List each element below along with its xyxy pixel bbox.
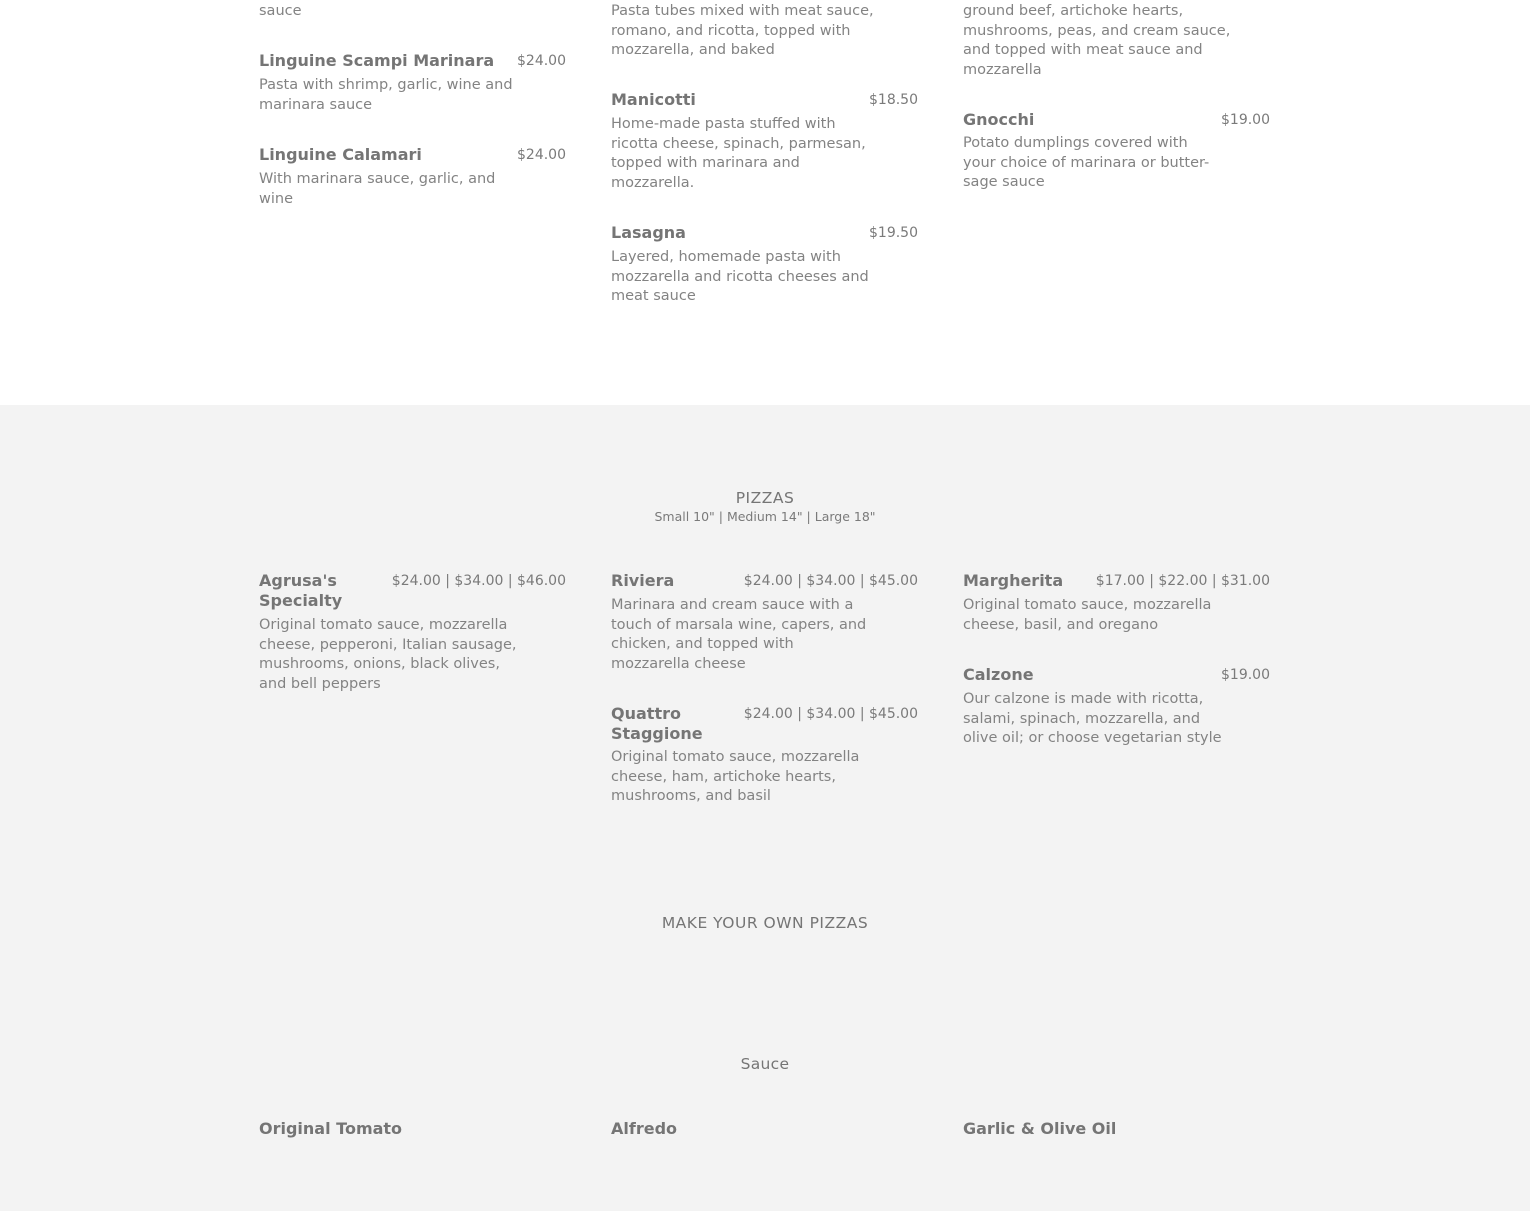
menu-item-description: Original tomato sauce, mozzarella cheese, ham, artichoke hearts, mushrooms, and basil xyxy=(611,749,860,804)
menu-item-name: Lasagna xyxy=(611,223,686,242)
menu-item-description: Potato dumplings covered with your choice of marinara or butter-sage sauce xyxy=(963,135,1210,190)
section-title-sauce: Sauce xyxy=(740,1055,790,1073)
menu-item-name: Margherita xyxy=(963,571,1064,590)
sauce-option: Alfredo xyxy=(611,1119,678,1138)
menu-item-description: ground beef, artichoke hearts, mushrooms, peas, and cream sauce, and topped with meat sauce and mozzarella xyxy=(963,3,1231,78)
menu-item-price: $17.00 | $22.00 | $31.00 xyxy=(1095,573,1270,589)
section-title-make-your-own: MAKE YOUR OWN PIZZAS xyxy=(661,914,869,932)
menu-item-description: Layered, homemade pasta with mozzarella and ricotta cheeses and meat sauce xyxy=(611,249,869,304)
section-subtitle-sizes: Small 10" | Medium 14" | Large 18" xyxy=(654,509,876,524)
section-title-pizzas: PIZZAS xyxy=(735,489,795,507)
menu-item-description: sauce xyxy=(259,3,302,19)
pizzas-section xyxy=(0,405,1530,1211)
sauce-option: Garlic & Olive Oil xyxy=(963,1119,1117,1138)
menu-item-name: Riviera xyxy=(611,571,675,590)
menu-item-price: $24.00 | $34.00 | $45.00 xyxy=(743,706,918,722)
menu-item-name: Linguine Calamari xyxy=(259,145,422,164)
menu-item-price: $18.50 xyxy=(869,92,918,108)
menu-item-price: $24.00 xyxy=(517,147,566,163)
menu-item-description: Pasta tubes mixed with meat sauce, romano, and ricotta, topped with mozzarella, and baked xyxy=(611,3,874,58)
menu-item-name: Manicotti xyxy=(611,90,696,109)
menu-item-description: With marinara sauce, garlic, and wine xyxy=(259,171,496,207)
menu-item-price: $19.50 xyxy=(869,225,918,241)
menu-item-name: Linguine Scampi Marinara xyxy=(259,51,495,70)
menu-item-name: Calzone xyxy=(963,665,1034,684)
pasta-section xyxy=(0,0,1530,405)
menu-item-description: Original tomato sauce, mozzarella cheese, pepperoni, Italian sausage, mushrooms, onions, black olives, and bell peppers xyxy=(259,617,517,692)
menu-item-price: $24.00 xyxy=(517,53,566,69)
menu-item-name: Gnocchi xyxy=(963,110,1035,129)
menu-item-price: $19.00 xyxy=(1221,112,1270,128)
menu-item-price: $19.00 xyxy=(1221,667,1270,683)
menu-item-description: Our calzone is made with ricotta, salami, spinach, mozzarella, and olive oil; or choose vegetarian style xyxy=(963,691,1222,746)
sauce-option: Original Tomato xyxy=(259,1119,403,1138)
menu-item-description: Original tomato sauce, mozzarella cheese, basil, and oregano xyxy=(963,597,1212,633)
menu-item-description: Marinara and cream sauce with a touch of marsala wine, capers, and chicken, and topped with mozzarella cheese xyxy=(611,597,867,672)
menu-item-description: Pasta with shrimp, garlic, wine and marinara sauce xyxy=(259,77,513,113)
menu-item-price: $24.00 | $34.00 | $45.00 xyxy=(743,573,918,589)
menu-item-name: Agrusa's Specialty xyxy=(259,571,343,610)
menu-item-description: Home-made pasta stuffed with ricotta cheese, spinach, parmesan, topped with marinara and mozzarella. xyxy=(611,116,866,191)
menu-item-price: $24.00 | $34.00 | $46.00 xyxy=(391,573,566,589)
menu-item-name: Quattro Staggione xyxy=(611,704,703,743)
